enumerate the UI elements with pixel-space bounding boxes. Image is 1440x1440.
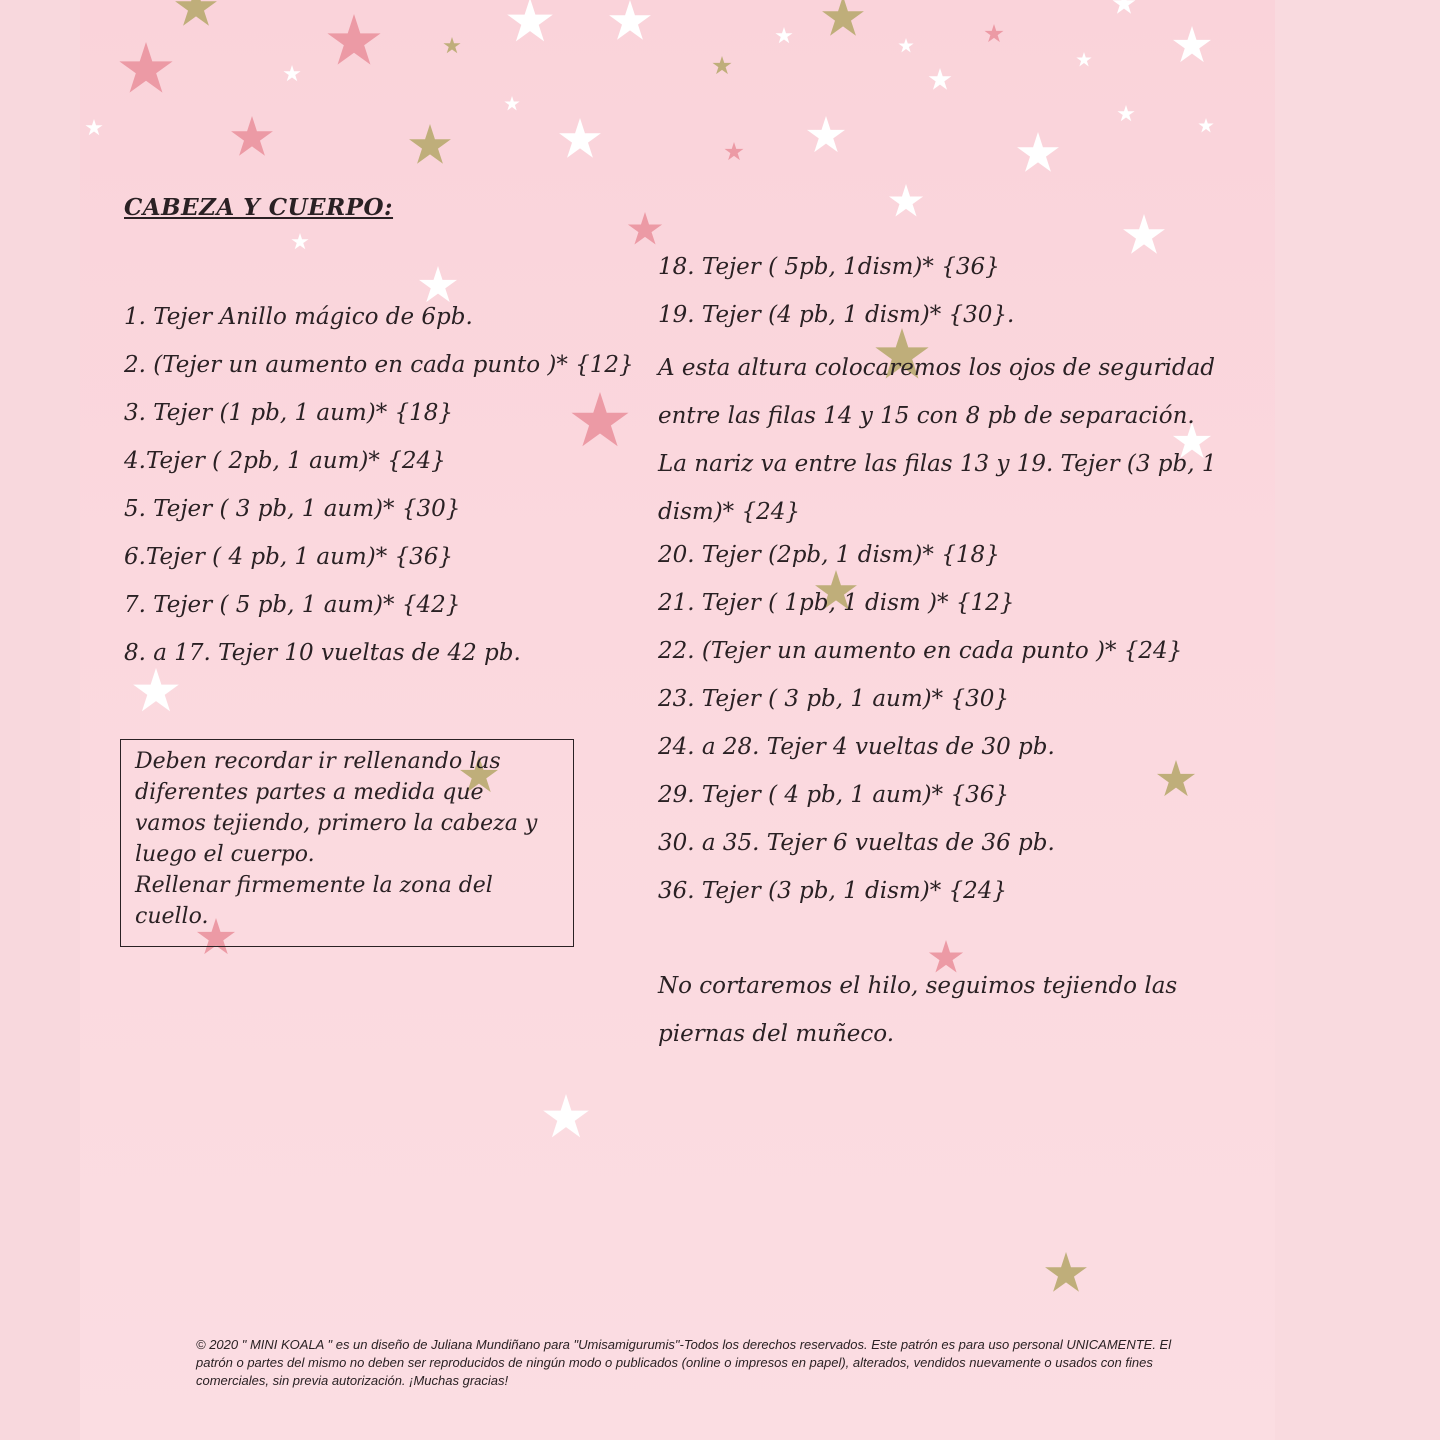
left-steps-list [124,298,634,682]
pink-star-icon [231,116,273,156]
gold-star-icon [409,124,451,164]
stuffing-note-text: Deben recordar ir rellenando las diferentes partes a medida que vamos tejiendo, primero la cabeza y luego el cuerpo. [135,749,538,867]
gold-star-icon [822,0,864,36]
white-star-icon [1113,0,1136,14]
white-star-icon [283,65,300,81]
step-4: 4.Tejer ( 2pb, 1 aum)* {24} [124,448,446,474]
white-star-icon [507,0,553,41]
step-8-17: 8. a 17. Tejer 10 vueltas de 42 pb. [124,640,521,666]
white-star-icon [807,116,845,152]
white-star-icon [1076,52,1091,66]
step-18: 18. Tejer ( 5pb, 1dism)* {36} [658,254,1000,280]
white-star-icon [1198,118,1213,132]
white-star-icon [504,96,519,110]
gold-star-icon [175,0,217,26]
step-2: 2. (Tejer un aumento en cada punto )* {12} [124,352,634,378]
eyes-placement-note: A esta altura colocaremos los ojos de seguridad entre las filas 14 y 15 con 8 pb de separación. La nariz va entre las filas 13 y 19. Tejer (3 pb, 1 dism)* {24} [658,355,1217,525]
step-29: 29. Tejer ( 4 pb, 1 aum)* {36} [658,782,1009,808]
step-21: 21. Tejer ( 1pb, 1 dism )* {12} [658,590,1015,616]
white-star-icon [898,38,913,52]
white-star-icon [559,118,601,158]
pink-star-icon [628,212,662,245]
neck-note-text: Rellenar firmemente la zona del cuello. [135,873,493,929]
stuffing-note-box [120,739,574,947]
step-36: 36. Tejer (3 pb, 1 dism)* {24} [658,878,1008,904]
step-5: 5. Tejer ( 3 pb, 1 aum)* {30} [124,496,461,522]
gold-star-icon [443,37,460,53]
step-22: 22. (Tejer un aumento en cada punto )* {24} [658,638,1183,664]
gold-star-icon [712,56,731,74]
copyright-footer: © 2020 " MINI KOALA " es un diseño de Juliana Mundiñano para "Umisamigurumis"-Todos los derechos reservados. Este patrón es para uso personal UNICAMENTE. El patrón o partes del mismo no deben ser reproducidos de ningún modo o publicados (online o impresos en papel), alterados, vendidos nuevamente o usados con fines comerciales, sin previa autorización. ¡Muchas gracias! [196,1337,1172,1388]
section-title: CABEZA Y CUERPO: [124,194,394,221]
step-19: 19. Tejer (4 pb, 1 dism)* {30}. [658,302,1015,328]
step-1: 1. Tejer Anillo mágico de 6pb. [124,304,473,330]
white-star-icon [609,0,651,40]
white-star-icon [1173,26,1211,62]
white-star-icon [543,1094,589,1137]
step-23: 23. Tejer ( 3 pb, 1 aum)* {30} [658,686,1009,712]
white-star-icon [1117,105,1134,121]
white-star-icon [929,68,952,90]
pink-star-icon [984,24,1003,42]
white-star-icon [291,233,308,249]
pink-star-icon [327,14,380,65]
closing-note: No cortaremos el hilo, seguimos tejiendo las piernas del muñeco. [658,973,1178,1047]
pink-star-icon [119,42,172,93]
step-20: 20. Tejer (2pb, 1 dism)* {18} [658,542,1000,568]
step-7: 7. Tejer ( 5 pb, 1 aum)* {42} [124,592,461,618]
gold-star-icon [1045,1252,1087,1292]
step-6: 6.Tejer ( 4 pb, 1 aum)* {36} [124,544,454,570]
white-star-icon [889,184,923,217]
white-star-icon [775,27,792,43]
white-star-icon [85,119,102,135]
right-steps-list [658,248,1218,920]
white-star-icon [1017,132,1059,172]
step-3: 3. Tejer (1 pb, 1 aum)* {18} [124,400,454,426]
step-24-28: 24. a 28. Tejer 4 vueltas de 30 pb. [658,734,1055,760]
white-star-icon [419,266,457,302]
pink-star-icon [724,142,743,160]
step-30-35: 30. a 35. Tejer 6 vueltas de 36 pb. [658,830,1055,856]
